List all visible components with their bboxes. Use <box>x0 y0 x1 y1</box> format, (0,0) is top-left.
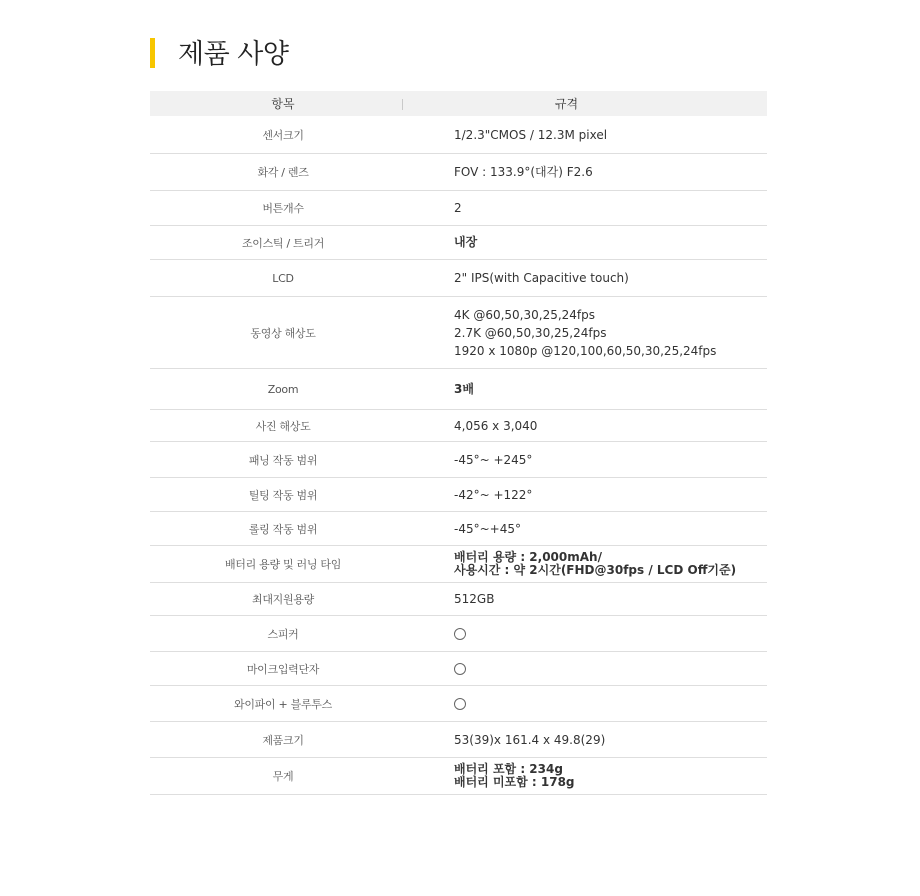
row-value-line: 2" IPS(with Capacitive touch) <box>454 271 629 285</box>
row-label: 무게 <box>272 770 294 783</box>
row-value-line: 4,056 x 3,040 <box>454 418 538 433</box>
row-value-line <box>454 695 466 713</box>
row-label: 스피커 <box>267 627 299 641</box>
table-row <box>150 369 767 410</box>
row-value <box>416 551 736 577</box>
row-value-line <box>454 660 466 678</box>
row-value-line: 1920 x 1080p @120,100,60,50,30,25,24fps <box>454 343 717 358</box>
header-divider <box>402 99 403 110</box>
page-title: 제품 사양 <box>178 39 289 70</box>
row-value <box>416 486 532 504</box>
row-label: 사진 해상도 <box>255 419 311 433</box>
row-value-line: 1/2.3"CMOS / 12.3M pixel <box>454 127 608 142</box>
row-value <box>416 590 494 608</box>
row-value-line: 512GB <box>454 592 495 606</box>
row-value <box>416 236 477 249</box>
row-value <box>416 731 605 749</box>
row-label: 버튼개수 <box>262 202 304 215</box>
row-label: 제품크기 <box>262 733 304 747</box>
table-header <box>150 91 767 116</box>
row-value-line: 53(39)x 161.4 x 49.8(29) <box>454 732 606 747</box>
row-value-line: FOV : 133.9°(대각) F2.6 <box>454 165 593 179</box>
row-label: 와이파이 + 블루투스 <box>234 697 332 711</box>
row-value <box>416 163 593 181</box>
row-value-line: 4K @60,50,30,25,24fps <box>454 307 596 322</box>
table-row <box>150 686 767 722</box>
row-label: 조이스틱 / 트리거 <box>241 236 325 250</box>
row-label: LCD <box>272 271 294 285</box>
table-row <box>150 512 767 546</box>
table-row <box>150 154 767 191</box>
row-label: 마이크입력단자 <box>246 662 320 676</box>
row-value-line: 사용시간 : 약 2시간(FHD@30fps / LCD Off기준) <box>454 563 737 577</box>
row-value <box>416 660 466 678</box>
row-value-line: 3배 <box>454 381 474 396</box>
row-value-line: -45°~+45° <box>454 521 521 536</box>
table-row <box>150 722 767 758</box>
row-value-line: 2.7K @60,50,30,25,24fps <box>454 325 607 340</box>
row-value-line: 배터리 미포함 : 178g <box>454 775 575 789</box>
row-value-line: 배터리 용량 : 2,000mAh/ <box>454 550 602 564</box>
row-label: 화각 / 렌즈 <box>257 166 309 179</box>
row-label: 센서크기 <box>262 128 304 142</box>
table-row <box>150 583 767 616</box>
table-row <box>150 758 767 795</box>
table-row <box>150 116 767 154</box>
row-value <box>416 126 607 144</box>
table-row <box>150 226 767 260</box>
table-row <box>150 260 767 297</box>
row-label: 패닝 작동 범위 <box>248 453 318 467</box>
row-value <box>416 269 629 287</box>
row-value <box>416 451 532 469</box>
row-value <box>416 199 462 217</box>
row-value-line: 내장 <box>454 235 478 249</box>
row-label: 배터리 용량 및 러닝 타임 <box>224 558 342 571</box>
table-row <box>150 191 767 226</box>
row-label: 롤링 작동 범위 <box>248 522 318 536</box>
row-label: Zoom <box>267 382 299 396</box>
table-row <box>150 546 767 583</box>
row-value-line: -45°~ +245° <box>454 452 533 467</box>
spec-table <box>150 91 767 795</box>
row-value-line <box>454 625 466 643</box>
table-row <box>150 652 767 686</box>
row-label: 동영상 해상도 <box>250 326 316 340</box>
table-body <box>150 116 767 795</box>
table-row <box>150 478 767 512</box>
row-value-line: 2 <box>454 201 462 215</box>
table-row <box>150 442 767 478</box>
row-value <box>416 417 537 435</box>
row-value <box>416 763 575 789</box>
availability-circle-icon <box>454 698 466 710</box>
row-value <box>416 695 466 713</box>
row-value-line: 배터리 포함 : 234g <box>454 762 563 776</box>
row-value <box>416 383 474 396</box>
table-row <box>150 297 767 369</box>
row-label: 최대지원용량 <box>252 593 314 606</box>
availability-circle-icon <box>454 628 466 640</box>
row-value <box>416 625 466 643</box>
availability-circle-icon <box>454 663 466 675</box>
title-accent-bar <box>150 38 155 68</box>
row-value-line: -42°~ +122° <box>454 487 533 502</box>
row-label: 틸팅 작동 범위 <box>248 488 318 502</box>
row-value <box>416 520 521 538</box>
header-spec: 규격 <box>554 97 579 111</box>
table-row <box>150 616 767 652</box>
table-row <box>150 410 767 442</box>
row-value <box>416 306 716 360</box>
header-item: 항목 <box>271 97 295 111</box>
